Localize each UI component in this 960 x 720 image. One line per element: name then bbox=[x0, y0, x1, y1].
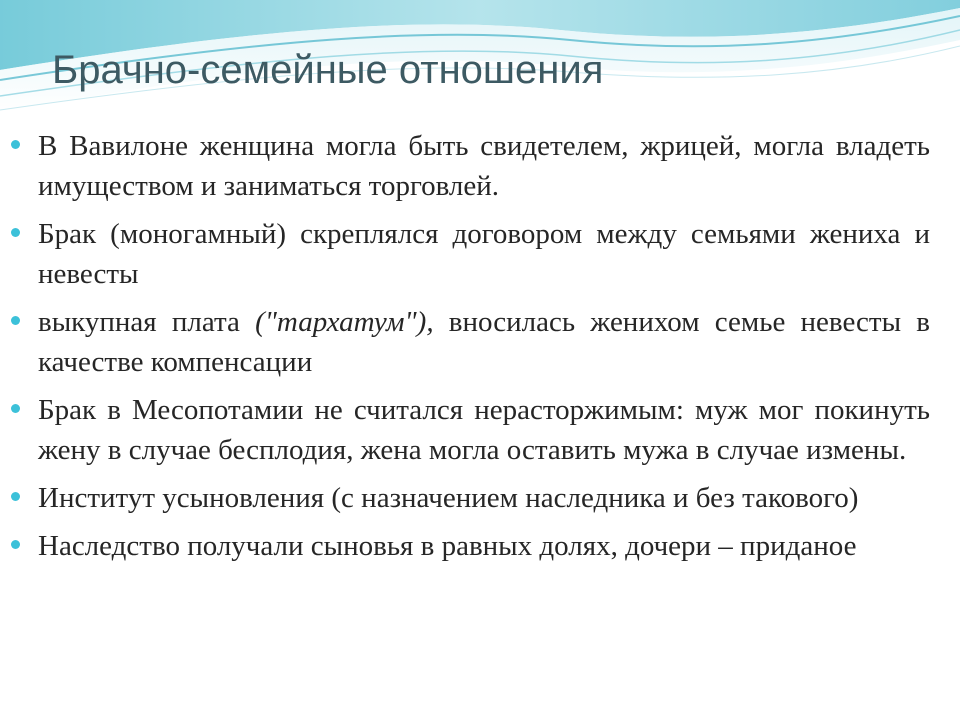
bullet-text: Брак (моногамный) скреплялся договором между семьями жениха и невесты bbox=[38, 218, 930, 290]
bullet-dot-icon bbox=[11, 492, 20, 501]
bullet-item bbox=[38, 390, 930, 470]
bullet-text-after: вносилась женихом семье невесты в качестве компенсации bbox=[38, 306, 930, 378]
bullet-item bbox=[38, 478, 930, 518]
bullet-list bbox=[38, 126, 930, 574]
bullet-dot-icon bbox=[11, 540, 20, 549]
bullet-text: В Вавилоне женщина могла быть свидетелем, жрицей, могла владеть имуществом и заниматься торговлей. bbox=[38, 130, 930, 202]
bullet-dot-icon bbox=[11, 404, 20, 413]
bullet-item bbox=[38, 526, 930, 566]
bullet-text: Наследство получали сыновья в равных долях, дочери – приданое bbox=[38, 530, 857, 562]
bullet-item bbox=[38, 302, 930, 382]
bullet-dot-icon bbox=[11, 228, 20, 237]
bullet-item bbox=[38, 126, 930, 206]
bullet-text-emphasis: ("тархатум"), bbox=[255, 306, 434, 338]
bullet-text: Институт усыновления (с назначением наследника и без такового) bbox=[38, 482, 859, 514]
bullet-text: Брак в Месопотамии не считался нерасторжимым: муж мог покинуть жену в случае бесплодия, жена могла оставить мужа в случае измены. bbox=[38, 394, 930, 466]
slide-title: Брачно-семейные отношения bbox=[52, 48, 604, 92]
bullet-item bbox=[38, 214, 930, 294]
bullet-dot-icon bbox=[11, 140, 20, 149]
bullet-dot-icon bbox=[11, 316, 20, 325]
bullet-text bbox=[38, 306, 930, 378]
bullet-text-before: выкупная плата bbox=[38, 306, 256, 338]
